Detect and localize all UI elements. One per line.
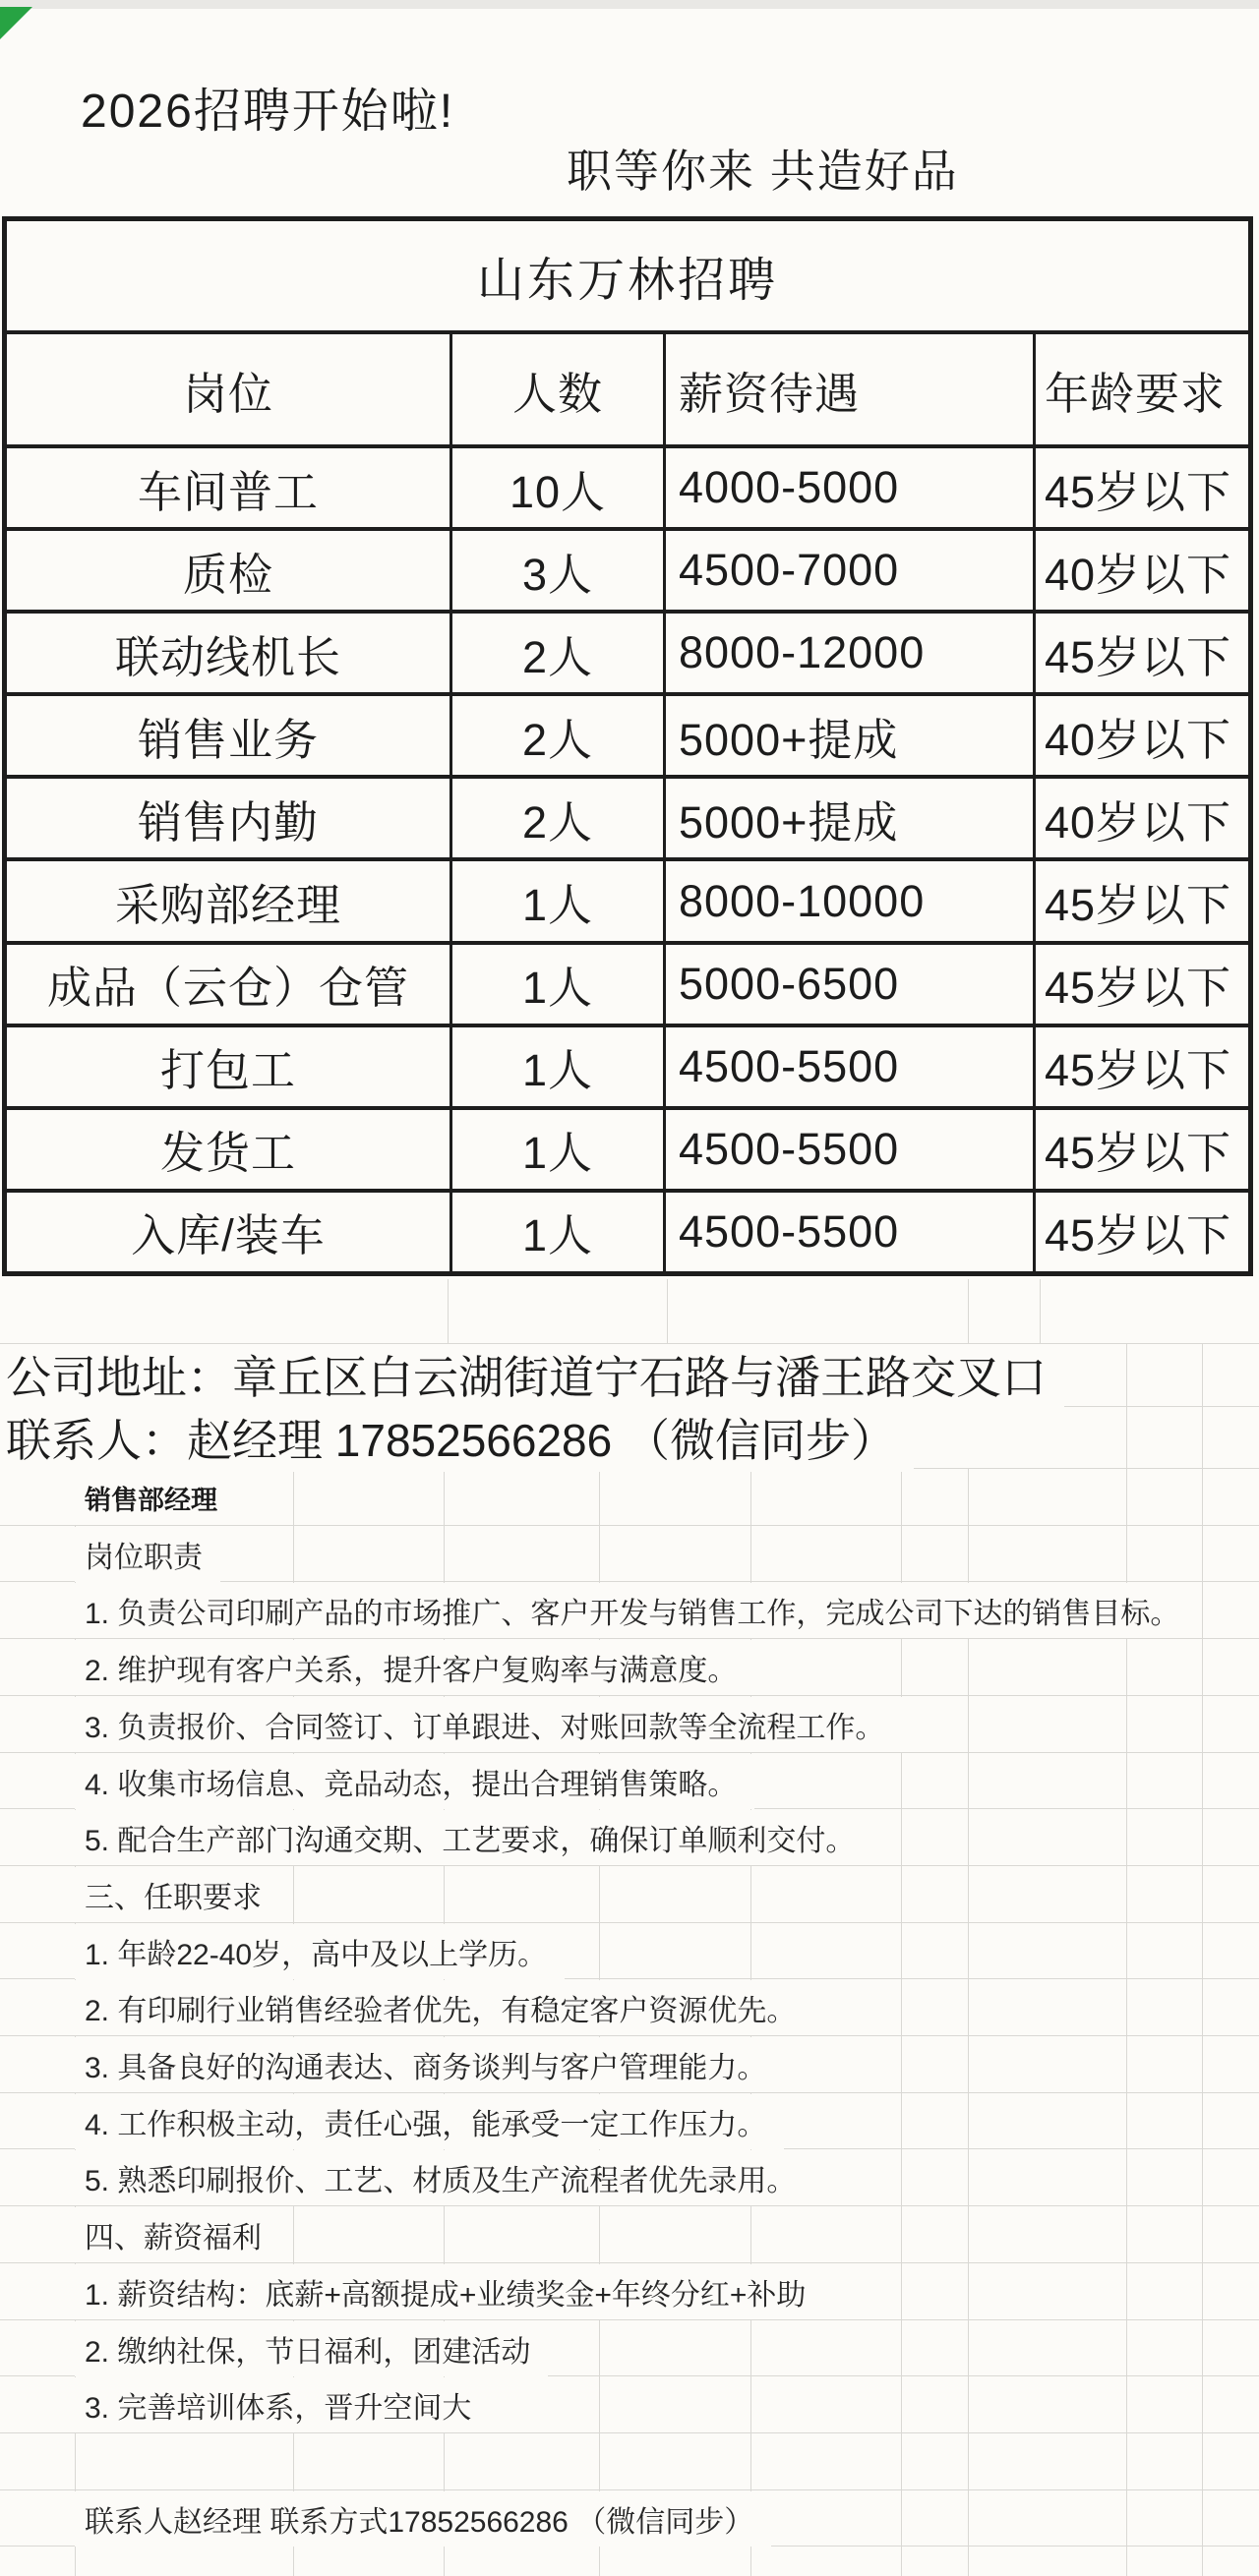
- table-row: [7, 1024, 1248, 1106]
- page-subtitle: 职等你来 共造好品: [567, 146, 959, 197]
- detail-row: 3. 完善培训体系，晋升空间大: [75, 2377, 489, 2432]
- cell-salary: 8000-10000: [663, 861, 1033, 940]
- gridline-h: [0, 2319, 1259, 2320]
- table-row: [7, 775, 1248, 857]
- gridline-h: [0, 1343, 1259, 1344]
- detail-row: 5. 配合生产部门沟通交期、工艺要求，确保订单顺利交付。: [75, 1810, 872, 1865]
- cell-age: 45岁以下: [1033, 861, 1248, 940]
- col-header-salary: 薪资待遇: [663, 334, 1033, 444]
- cell-age: 40岁以下: [1033, 696, 1248, 775]
- table-title: 山东万林招聘: [476, 255, 778, 307]
- detail-row: 1. 负责公司印刷产品的市场推广、客户开发与销售工作，完成公司下达的销售目标。: [75, 1583, 1197, 1638]
- footer-contact: 联系人赵经理 联系方式17852566286 （微信同步）: [75, 2491, 771, 2547]
- gridline-h: [1057, 1406, 1259, 1407]
- table-row: [7, 857, 1248, 940]
- detail-row: 5. 熟悉印刷报价、工艺、材质及生产流程者优先录用。: [75, 2150, 813, 2205]
- cell-position: 质检: [182, 549, 273, 600]
- cell-salary: 5000-6500: [663, 945, 1033, 1024]
- gridline-h: [0, 1922, 1259, 1923]
- cell-salary: 4500-7000: [663, 531, 1033, 610]
- gridline-v: [968, 1279, 969, 1343]
- cell-age: 45岁以下: [1033, 614, 1248, 692]
- gridline-h: [0, 1695, 1259, 1696]
- cell-age: 45岁以下: [1033, 1027, 1248, 1106]
- detail-row: 2. 有印刷行业销售经验者优先，有稳定客户资源优先。: [75, 1980, 813, 2035]
- cell-position: 销售内勤: [137, 796, 319, 848]
- contact-line: 联系人：赵经理 17852566286 （微信同步）: [0, 1410, 914, 1472]
- gridline-v: [1202, 1468, 1203, 2576]
- cell-age: 45岁以下: [1033, 1110, 1248, 1189]
- recruit-table: [2, 216, 1253, 1276]
- cell-position: 联动线机长: [114, 631, 341, 682]
- cell-salary: 4500-5500: [663, 1027, 1033, 1106]
- cell-headcount: 1人: [450, 1027, 663, 1106]
- top-gray-strip: [0, 0, 1259, 9]
- cell-age: 45岁以下: [1033, 448, 1248, 527]
- detail-row: 3. 负责报价、合同签订、订单跟进、对账回款等全流程工作。: [75, 1697, 902, 1752]
- gridline-h: [0, 2489, 1259, 2490]
- cell-position: 车间普工: [137, 466, 319, 517]
- table-row: [7, 444, 1248, 527]
- gridline-v: [1126, 1344, 1127, 1468]
- cell-salary: 4000-5000: [663, 448, 1033, 527]
- gridline-v: [448, 1279, 449, 1343]
- detail-row: 3. 具备良好的沟通表达、商务谈判与客户管理能力。: [75, 2037, 784, 2092]
- col-header-headcount: 人数: [450, 334, 663, 444]
- cell-headcount: 1人: [450, 1110, 663, 1189]
- cell-headcount: 2人: [450, 779, 663, 857]
- cell-position: 发货工: [159, 1128, 296, 1179]
- cell-headcount: 1人: [450, 861, 663, 940]
- detail-row: 四、薪资福利: [75, 2207, 279, 2262]
- company-address: 公司地址：章丘区白云湖街道宁石路与潘王路交叉口: [0, 1347, 1064, 1409]
- gridline-h: [0, 1752, 1259, 1753]
- page-title: 2026招聘开始啦!: [81, 86, 455, 138]
- cell-position: 入库/装车: [131, 1210, 326, 1261]
- cell-headcount: 1人: [450, 1193, 663, 1271]
- gridline-h: [0, 2262, 1259, 2263]
- table-header-row: [7, 330, 1248, 444]
- col-header-position: 岗位: [182, 368, 273, 419]
- cell-headcount: 1人: [450, 945, 663, 1024]
- detail-row: 4. 工作积极主动，责任心强，能承受一定工作压力。: [75, 2094, 784, 2149]
- cell-position: 采购部经理: [114, 880, 341, 931]
- cell-age: 40岁以下: [1033, 531, 1248, 610]
- table-row: [7, 1189, 1248, 1271]
- cell-age: 45岁以下: [1033, 1193, 1248, 1271]
- cell-headcount: 10人: [450, 448, 663, 527]
- detail-row: 2. 缴纳社保，节日福利，团建活动: [75, 2321, 548, 2376]
- detail-row: 岗位职责: [75, 1527, 220, 1582]
- gridline-h: [0, 2432, 1259, 2433]
- gridline-h: [0, 2035, 1259, 2036]
- cell-position: 成品（云仓）仓管: [46, 963, 409, 1014]
- cell-position: 销售业务: [137, 714, 319, 765]
- gridline-h: [0, 2205, 1259, 2206]
- cell-headcount: 2人: [450, 614, 663, 692]
- col-header-age: 年龄要求: [1033, 334, 1248, 444]
- table-row: [7, 527, 1248, 610]
- gridline-h: [0, 1638, 1259, 1639]
- cell-salary: 4500-5500: [663, 1193, 1033, 1271]
- detail-row: 三、任职要求: [75, 1867, 279, 1922]
- cell-salary: 5000+提成: [663, 696, 1033, 775]
- gridline-h: [0, 2092, 1259, 2093]
- gridline-h: [0, 1865, 1259, 1866]
- cell-salary: 5000+提成: [663, 779, 1033, 857]
- detail-row: 4. 收集市场信息、竞品动态，提出合理销售策略。: [75, 1754, 754, 1809]
- cell-headcount: 3人: [450, 531, 663, 610]
- gridline-v: [1040, 1279, 1041, 1343]
- table-row: [7, 1106, 1248, 1189]
- cell-headcount: 2人: [450, 696, 663, 775]
- table-row: [7, 941, 1248, 1024]
- cell-salary: 4500-5500: [663, 1110, 1033, 1189]
- detail-row: 销售部经理: [75, 1470, 235, 1525]
- gridline-v: [667, 1279, 668, 1343]
- table-row: [7, 692, 1248, 775]
- detail-row: 1. 年龄22-40岁，高中及以上学历。: [75, 1924, 565, 1979]
- cell-position: 打包工: [159, 1045, 296, 1096]
- cell-age: 45岁以下: [1033, 945, 1248, 1024]
- green-corner-flag-icon: [0, 7, 32, 39]
- detail-row: 1. 薪资结构：底薪+高额提成+业绩奖金+年终分红+补助: [75, 2264, 823, 2319]
- cell-age: 40岁以下: [1033, 779, 1248, 857]
- gridline-h: [0, 1525, 1259, 1526]
- gridline-v: [1202, 1344, 1203, 1468]
- table-row: [7, 610, 1248, 692]
- detail-row: 2. 维护现有客户关系，提升客户复购率与满意度。: [75, 1640, 754, 1695]
- cell-salary: 8000-12000: [663, 614, 1033, 692]
